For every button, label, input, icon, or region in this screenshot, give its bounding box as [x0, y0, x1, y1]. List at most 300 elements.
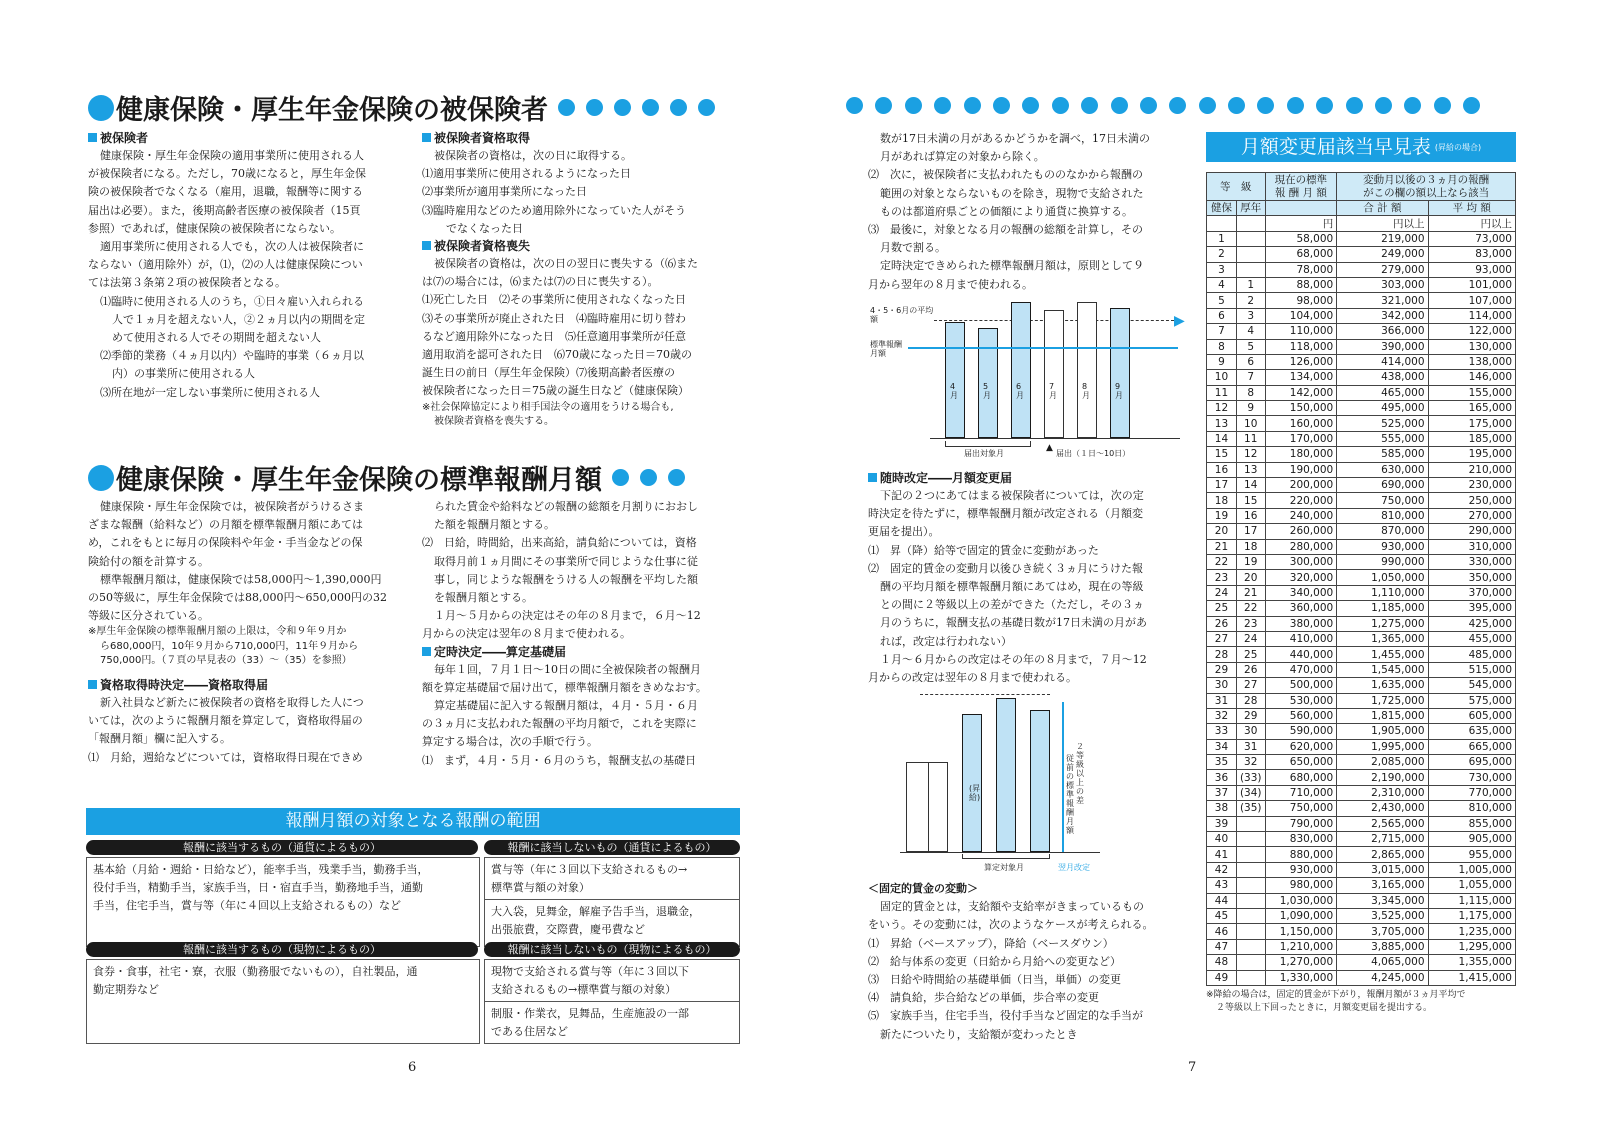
cell-total: 303,000	[1337, 277, 1428, 292]
cell-avg: 1,295,000	[1428, 939, 1515, 954]
cell-avg: 575,000	[1428, 693, 1515, 708]
text-line: ⑵ 次に，被保険者に支払われたもののなかから報酬の	[868, 168, 1143, 182]
text-line: 基本給（月給・週給・日給など），能率手当，残業手当，勤務手当，	[93, 863, 429, 876]
label-raise: (昇給)	[969, 784, 981, 802]
bar-apr	[945, 322, 965, 438]
cell-kenpo: 9	[1207, 354, 1237, 369]
cell-avg: 93,000	[1428, 262, 1515, 277]
table-row	[1207, 693, 1516, 708]
text-line: 賞与等（年に３回以下支給されるもの→	[491, 863, 688, 876]
square-bullet-icon	[422, 133, 431, 142]
cell-avg: 195,000	[1428, 447, 1515, 462]
cell-kenpo: 10	[1207, 370, 1237, 385]
square-bullet-icon	[88, 680, 97, 689]
text-line: ⑶ 最後に，対象となる月の報酬の総額を計算し，その	[868, 223, 1143, 237]
cell-kosei: 11	[1236, 431, 1265, 446]
cell-kenpo: 47	[1207, 939, 1237, 954]
cell-kosei: 32	[1236, 755, 1265, 770]
text-line: 険給付の額を計算する。	[88, 554, 209, 568]
text-line: ⑶ 日給や時間給の基礎単価（日当，単価）の変更	[868, 973, 1121, 987]
cell-cash-excluded-bonus	[484, 857, 740, 900]
table-row	[1207, 801, 1516, 816]
cell-std: 880,000	[1265, 847, 1337, 862]
cell-kosei: 5	[1236, 339, 1265, 354]
text-line: ⑶所在地が一定しない事業所に使用される人	[100, 385, 320, 399]
cell-kosei: 7	[1236, 370, 1265, 385]
cell-avg: 1,055,000	[1428, 878, 1515, 893]
text-line: いては，次のように報酬月額を算定して，資格取得届の	[88, 714, 363, 728]
text-line: 現物で支給される賞与等（年に３回以下	[491, 965, 689, 978]
cell-avg: 101,000	[1428, 277, 1515, 292]
cell-total: 465,000	[1337, 385, 1428, 400]
text-line: ならない（適用除外）が，⑴，⑵の人は健康保険につい	[88, 258, 363, 272]
baseline	[930, 438, 1180, 439]
cell-kosei: 22	[1236, 601, 1265, 616]
table-row	[1207, 908, 1516, 923]
cell-total: 1,275,000	[1337, 616, 1428, 631]
cell-total: 690,000	[1337, 478, 1428, 493]
cell-kosei: 31	[1236, 739, 1265, 754]
target-bracket	[945, 441, 1031, 447]
text-line: た額を報酬月額とする。	[434, 518, 555, 532]
cell-kosei: 21	[1236, 585, 1265, 600]
table-row	[1207, 524, 1516, 539]
cell-kenpo: 35	[1207, 755, 1237, 770]
cell-std: 680,000	[1265, 770, 1337, 785]
cell-kenpo: 28	[1207, 647, 1237, 662]
cell-std: 1,150,000	[1265, 924, 1337, 939]
cell-std: 180,000	[1265, 447, 1337, 462]
cell-total: 2,310,000	[1337, 785, 1428, 800]
cell-kenpo: 24	[1207, 585, 1237, 600]
cell-kenpo: 1	[1207, 231, 1237, 246]
text-line: 取得月前１ヵ月間にその事業所で同じような仕事に従	[434, 554, 698, 568]
text-line: 標準報酬月額は，健康保険では58,000円～1,390,000円	[100, 572, 382, 586]
cell-kind-excluded-bonus	[484, 959, 740, 1002]
cell-kenpo: 19	[1207, 508, 1237, 523]
pill-kind-excluded: 報酬に該当しないもの（現物によるもの）	[484, 942, 740, 957]
table-row	[1207, 616, 1516, 631]
table-title-note: (昇給の場合)	[1434, 142, 1482, 152]
cell-avg: 1,175,000	[1428, 908, 1515, 923]
cell-kosei: 13	[1236, 462, 1265, 477]
cell-total: 2,190,000	[1337, 770, 1428, 785]
text-line: は⑺の場合には，⑹または⑺の日に喪失する）。	[422, 275, 659, 289]
text-line: 標準賞与額の対象）	[491, 881, 590, 894]
cell-kind-excluded-other	[484, 1001, 740, 1044]
header-total: 合 計 額	[1337, 201, 1428, 216]
note-line: ※厚生年金保険の標準報酬月額の上限は，令和９年９月か	[88, 626, 347, 638]
cell-kosei: 9	[1236, 401, 1265, 416]
arrow-right-icon: ▶	[1174, 313, 1185, 329]
text-line: ては法第３条第２項の被保険者となる。	[88, 276, 286, 290]
bullet-circle-icon	[88, 95, 114, 121]
cell-std: 118,000	[1265, 339, 1337, 354]
cell-kosei	[1236, 924, 1265, 939]
table-row	[1207, 647, 1516, 662]
triangle-up-icon: ▲	[1046, 443, 1053, 453]
text-line: 険の被保険者でなくなる（雇用，退職，報酬等に関する	[88, 185, 363, 199]
column-fixed-wage	[868, 880, 1190, 1044]
label-diff: ２等級以上の差	[1076, 742, 1084, 805]
cell-total: 495,000	[1337, 401, 1428, 416]
label-submit: 届出（１日～10日）	[1056, 449, 1131, 458]
text-line: 健康保険・厚生年金保険の適用事業所に使用される人	[100, 149, 364, 162]
header-kosei: 厚年	[1236, 201, 1265, 216]
text-line: 勤定期券など	[93, 983, 159, 996]
header-change: 変動月以後の３ヵ月の報酬 がこの欄の額以上なら該当	[1337, 173, 1516, 201]
unit-cell	[1207, 216, 1237, 231]
text-line: ⑵ 日給，時間給，出来高給，請負給については，資格	[422, 536, 697, 550]
cell-kosei: (33)	[1236, 770, 1265, 785]
text-line: ざまな報酬（給料など）の月額を標準報酬月額にあては	[88, 518, 363, 532]
text-line: 手当，住宅手当，賞与等（年に４回以上支給されるもの）など	[93, 899, 401, 912]
table-row	[1207, 431, 1516, 446]
dashed-top-line	[920, 694, 1050, 695]
cell-std: 530,000	[1265, 693, 1337, 708]
cell-kosei: 28	[1236, 693, 1265, 708]
text-line: 被保険者の資格は，次の日の翌日に喪失する（⑹また	[434, 257, 698, 271]
cell-total: 3,345,000	[1337, 893, 1428, 908]
square-bullet-icon	[422, 241, 431, 250]
cell-kosei	[1236, 970, 1265, 985]
table-row	[1207, 708, 1516, 723]
cell-total: 390,000	[1337, 339, 1428, 354]
table-row	[1207, 231, 1516, 246]
cell-kosei: (35)	[1236, 801, 1265, 816]
cell-total: 1,110,000	[1337, 585, 1428, 600]
text-line: 出張旅費，交際費，慶弔費など	[491, 923, 645, 936]
text-line: 内）の事業所に使用される人	[112, 367, 255, 381]
cell-avg: 130,000	[1428, 339, 1515, 354]
text-line: ものは都道府県ごとの価額により通貨に換算する。	[880, 204, 1133, 218]
table-row	[1207, 508, 1516, 523]
cell-kosei: 6	[1236, 354, 1265, 369]
cell-std: 340,000	[1265, 585, 1337, 600]
cell-avg: 1,415,000	[1428, 970, 1515, 985]
cell-kenpo: 37	[1207, 785, 1237, 800]
label-std: 標準報酬月額	[870, 340, 902, 358]
table-row	[1207, 924, 1516, 939]
cell-kenpo: 3	[1207, 262, 1237, 277]
cell-avg: 485,000	[1428, 647, 1515, 662]
unit-yen: 円	[1265, 216, 1337, 231]
cell-kosei	[1236, 893, 1265, 908]
cell-kenpo: 41	[1207, 847, 1237, 862]
cell-kosei	[1236, 231, 1265, 246]
table-row	[1207, 970, 1516, 985]
table-row	[1207, 308, 1516, 323]
cell-kosei: 29	[1236, 708, 1265, 723]
cell-kosei: 14	[1236, 478, 1265, 493]
text-line: 月があれば算定の対象から除く。	[880, 150, 1045, 164]
cell-kosei	[1236, 847, 1265, 862]
subheading-acquisition: 被保険者資格取得	[422, 130, 740, 147]
monthly-change-table	[1206, 172, 1516, 986]
square-bullet-icon	[88, 133, 97, 142]
cell-std: 68,000	[1265, 247, 1337, 262]
cell-total: 321,000	[1337, 293, 1428, 308]
cell-kenpo: 26	[1207, 616, 1237, 631]
label-target: 算定対象月	[984, 863, 1024, 872]
text-line: 参照）であれば，健康保険の被保険者にならない。	[88, 221, 341, 235]
text-line: 定時決定できめられた標準報酬月額は，原則として９	[880, 259, 1144, 273]
cell-total: 3,885,000	[1337, 939, 1428, 954]
cell-std: 710,000	[1265, 785, 1337, 800]
table-row	[1207, 755, 1516, 770]
month-label: 4月	[950, 382, 958, 400]
cell-kenpo: 21	[1207, 539, 1237, 554]
table-row	[1207, 739, 1516, 754]
cell-std: 410,000	[1265, 631, 1337, 646]
cell-std: 110,000	[1265, 324, 1337, 339]
cell-std: 790,000	[1265, 816, 1337, 831]
pill-cash-excluded: 報酬に該当しないもの（通貨によるもの）	[484, 840, 740, 855]
bar-m2	[996, 698, 1016, 852]
table-row	[1207, 401, 1516, 416]
text-line: を報酬月額とする。	[434, 591, 533, 605]
cell-avg: 73,000	[1428, 231, 1515, 246]
cell-kenpo: 18	[1207, 493, 1237, 508]
cell-std: 104,000	[1265, 308, 1337, 323]
cell-total: 414,000	[1337, 354, 1428, 369]
month-label: 7月	[1049, 382, 1057, 400]
text-line: 月のうちに，報酬支払の基礎日数が17日未満の月があ	[880, 616, 1147, 630]
cell-avg: 165,000	[1428, 401, 1515, 416]
std-line	[908, 347, 1178, 349]
cell-avg: 455,000	[1428, 631, 1515, 646]
decorative-dots	[558, 99, 715, 116]
text-line: ⑶臨時雇用などのため適用除外になっていた人がそう	[422, 203, 686, 217]
table-row	[1207, 478, 1516, 493]
text-line: 時決定を待たずに，標準報酬月額が改定される（月額変	[868, 507, 1143, 521]
cell-std: 160,000	[1265, 416, 1337, 431]
text-line: 適用事業所に使用される人でも，次の人は被保険者に	[100, 240, 364, 254]
cell-kenpo: 2	[1207, 247, 1237, 262]
cell-total: 342,000	[1337, 308, 1428, 323]
bar-m3	[1030, 710, 1050, 852]
table-row	[1207, 262, 1516, 277]
cell-total: 249,000	[1337, 247, 1428, 262]
cell-std: 98,000	[1265, 293, 1337, 308]
text-line: ⑴ 月給，週給などについては，資格取得日現在できめ	[88, 750, 363, 764]
text-line: をいう。その変動には，次のようなケースが考えられる。	[868, 918, 1154, 932]
cell-avg: 290,000	[1428, 524, 1515, 539]
text-line: の50等級に，厚生年金保険では88,000円～650,000円の32	[88, 591, 387, 605]
cell-avg: 250,000	[1428, 493, 1515, 508]
cell-avg: 146,000	[1428, 370, 1515, 385]
subheading-periodic: 定時決定――算定基礎届	[422, 644, 740, 661]
text-line: 「報酬月額」欄に記入する。	[88, 732, 231, 746]
cell-avg: 122,000	[1428, 324, 1515, 339]
text-line: １月～５月からの決定はその年の８月まで，６月～12	[434, 609, 701, 623]
section-title-insured	[88, 88, 715, 127]
cell-kenpo: 31	[1207, 693, 1237, 708]
cell-std: 170,000	[1265, 431, 1337, 446]
cell-std: 300,000	[1265, 554, 1337, 569]
section-title-text: 健康保険・厚生年金保険の標準報酬月額	[116, 465, 602, 496]
cell-total: 2,715,000	[1337, 832, 1428, 847]
cell-kenpo: 36	[1207, 770, 1237, 785]
cell-kosei: 2	[1236, 293, 1265, 308]
text-line: られた賃金や給料などの報酬の総額を月割りにおおし	[434, 500, 698, 513]
diagram-occasional-revision	[880, 690, 1100, 880]
cell-kenpo: 30	[1207, 678, 1237, 693]
label-next: 翌月改定	[1058, 863, 1090, 872]
table-row	[1207, 493, 1516, 508]
cell-std: 650,000	[1265, 755, 1337, 770]
cell-kosei: 17	[1236, 524, 1265, 539]
column-insured	[88, 130, 406, 402]
cell-std: 320,000	[1265, 570, 1337, 585]
column-occasional	[868, 470, 1190, 687]
cell-total: 1,545,000	[1337, 662, 1428, 677]
text-line: 月からの改定は翌年の８月まで使われる。	[868, 671, 1077, 685]
table-note: ２等級以上下回ったときに，月額変更届を提出する。	[1216, 1002, 1433, 1013]
bar-before	[928, 762, 948, 852]
subheading-loss: 被保険者資格喪失	[422, 238, 740, 255]
subheading-insured: 被保険者	[88, 130, 406, 147]
cell-std: 560,000	[1265, 708, 1337, 723]
text-line: である住居など	[491, 1025, 568, 1038]
cell-avg: 1,115,000	[1428, 893, 1515, 908]
text-line: ⑴適用事業所に使用されるようになった日	[422, 167, 631, 181]
cell-kenpo: 15	[1207, 447, 1237, 462]
cell-std: 830,000	[1265, 832, 1337, 847]
cell-kenpo: 6	[1207, 308, 1237, 323]
cell-total: 279,000	[1337, 262, 1428, 277]
text-line: 新たについたり，支給額が変わったとき	[880, 1027, 1078, 1041]
cell-kenpo: 42	[1207, 862, 1237, 877]
cell-total: 366,000	[1337, 324, 1428, 339]
text-line: ⑴ 昇（降）給等で固定的賃金に変動があった	[868, 543, 1099, 557]
cell-avg: 695,000	[1428, 755, 1515, 770]
cell-total: 2,085,000	[1337, 755, 1428, 770]
square-bullet-icon	[868, 473, 877, 482]
cell-avg: 83,000	[1428, 247, 1515, 262]
text-line: ⑴死亡した日 ⑵その事業所に使用されなくなった日	[422, 293, 686, 307]
cell-kenpo: 32	[1207, 708, 1237, 723]
cell-kosei: 4	[1236, 324, 1265, 339]
table-row	[1207, 893, 1516, 908]
text-line: 数が17日未満の月があるかどうかを調べ，17日未満の	[880, 132, 1150, 145]
cell-cash-excluded-other	[484, 899, 740, 947]
unit-yen-ijo: 円以上	[1428, 216, 1515, 231]
month-label: 6月	[1016, 382, 1024, 400]
text-line: 誕生日の前日（厚生年金保険）⑺後期高齢者医療の	[422, 366, 675, 380]
cell-avg: 185,000	[1428, 431, 1515, 446]
table-row	[1207, 585, 1516, 600]
cell-kosei	[1236, 816, 1265, 831]
cell-kenpo: 49	[1207, 970, 1237, 985]
header-avg: 平 均 額	[1428, 201, 1515, 216]
cell-std: 150,000	[1265, 401, 1337, 416]
cell-total: 2,565,000	[1337, 816, 1428, 831]
cell-kenpo: 12	[1207, 401, 1237, 416]
cell-kenpo: 14	[1207, 431, 1237, 446]
table-row	[1207, 324, 1516, 339]
cell-std: 1,090,000	[1265, 908, 1337, 923]
cell-total: 4,245,000	[1337, 970, 1428, 985]
table-row	[1207, 816, 1516, 831]
table-row	[1207, 385, 1516, 400]
table-row	[1207, 354, 1516, 369]
text-line: 月から翌年の８月まで使われる。	[868, 277, 1033, 291]
cell-total: 1,815,000	[1337, 708, 1428, 723]
section-title-text: 健康保険・厚生年金保険の被保険者	[116, 95, 548, 126]
cell-kosei: 25	[1236, 647, 1265, 662]
cell-avg: 175,000	[1428, 416, 1515, 431]
cell-kosei	[1236, 908, 1265, 923]
cell-std: 1,210,000	[1265, 939, 1337, 954]
table-row	[1207, 277, 1516, 292]
text-line: 健康保険・厚生年金保険では，被保険者がうけるさま	[100, 500, 364, 513]
header-blank	[1265, 201, 1337, 216]
cell-kosei: 30	[1236, 724, 1265, 739]
text-line: め，これをもとに毎月の保険料や年金・手当金などの保	[88, 536, 363, 550]
cell-total: 630,000	[1337, 462, 1428, 477]
text-line: 算定する場合は，次の手順で行う。	[422, 735, 598, 749]
note-line: ※社会保障協定により相手国法令の適用をうける場合も,	[422, 401, 674, 413]
cell-std: 380,000	[1265, 616, 1337, 631]
cell-std: 1,030,000	[1265, 893, 1337, 908]
table-body	[1207, 231, 1516, 985]
text-line: の３ヵ月に支払われた報酬の平均月額で，これを実際に	[422, 717, 697, 731]
subheading-acquisition-decision: 資格取得時決定――資格取得届	[88, 677, 406, 694]
cell-kenpo: 29	[1207, 662, 1237, 677]
cell-kosei	[1236, 247, 1265, 262]
cell-kenpo: 44	[1207, 893, 1237, 908]
text-line: ⑵事業所が適用事業所になった日	[422, 185, 587, 199]
bar-sep	[1110, 308, 1130, 438]
text-line: ⑶その事業所が廃止された日 ⑷臨時雇用に切り替わ	[422, 311, 686, 325]
table-row	[1207, 662, 1516, 677]
cell-kosei: 18	[1236, 539, 1265, 554]
cell-total: 870,000	[1337, 524, 1428, 539]
cell-total: 810,000	[1337, 508, 1428, 523]
cell-std: 200,000	[1265, 478, 1337, 493]
cell-kenpo: 11	[1207, 385, 1237, 400]
text-line: めて使用される人でその期間を超えない人	[112, 331, 321, 345]
text-line: ⑷ 請負給，歩合給などの単価，歩合率の変更	[868, 991, 1099, 1005]
column-qualification	[422, 130, 740, 430]
month-label: 8月	[1082, 382, 1090, 400]
text-line: 額を算定基礎届で届け出て，標準報酬月額をきめなおす。	[422, 680, 707, 694]
cell-total: 1,905,000	[1337, 724, 1428, 739]
table-row	[1207, 832, 1516, 847]
cell-kenpo: 43	[1207, 878, 1237, 893]
cell-std: 126,000	[1265, 354, 1337, 369]
cell-std: 88,000	[1265, 277, 1337, 292]
table-row	[1207, 631, 1516, 646]
text-line: 範囲の対象とならないものを除き，現物で支給された	[880, 186, 1144, 200]
cell-total: 1,995,000	[1337, 739, 1428, 754]
header-grade: 等 級	[1207, 173, 1266, 201]
cell-kosei: 15	[1236, 493, 1265, 508]
cell-total: 3,705,000	[1337, 924, 1428, 939]
page-number-left: 6	[408, 1060, 417, 1075]
section-title-standard-remuneration	[88, 458, 685, 497]
cell-total: 3,525,000	[1337, 908, 1428, 923]
cell-kosei	[1236, 862, 1265, 877]
cell-kosei	[1236, 262, 1265, 277]
cell-kosei: 24	[1236, 631, 1265, 646]
note-line: 750,000円。（７頁の早見表の（33）～（35）を参照）	[100, 655, 352, 667]
cell-kosei: 20	[1236, 570, 1265, 585]
table-row	[1207, 939, 1516, 954]
column-standard	[88, 498, 406, 767]
pill-kind-included: 報酬に該当するもの（現物によるもの）	[86, 942, 478, 957]
